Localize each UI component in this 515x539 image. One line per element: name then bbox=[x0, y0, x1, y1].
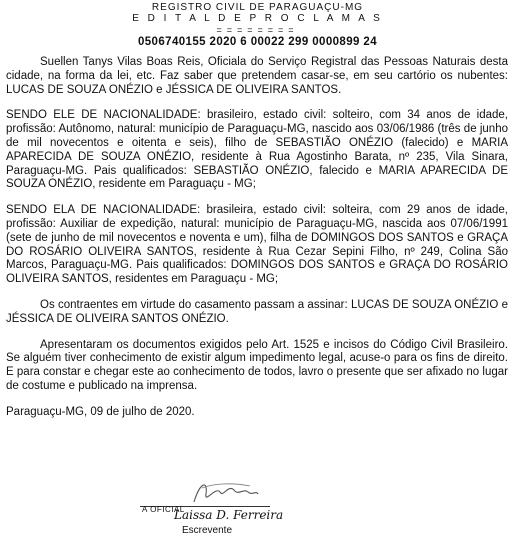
notice-body bbox=[6, 56, 508, 432]
handwritten-signature bbox=[190, 478, 260, 508]
signatory-name: Laissa D. Ferreira bbox=[174, 508, 284, 522]
signatory-role: Escrevente bbox=[182, 525, 233, 536]
bride-paragraph: SENDO ELA DE NACIONALIDADE: brasileira, estado civil: solteira, com 29 anos de idade, profissão: Auxiliar de expedição, natural: município de Paraguaçu-MG, nascida aos 07/06/1991 (sete de junho de mil novecentos e noventa e um), filha de DOMINGOS DOS SANTOS e GRAÇA DO ROSÁRIO OLIVEIRA SANTOS, residente à Rua Cezar Sepini Filho, nº 249, Colina São Marcos, Paraguaçu-MG. Pais qualificados: DOMINGOS DOS SANTOS e GRAÇA DO ROSÁRIO OLIVEIRA SANTOS, residentes em Paraguaçu - MG; bbox=[6, 204, 508, 286]
registry-name: REGISTRO CIVIL DE PARAGUAÇU-MG bbox=[151, 2, 364, 13]
signature-prefix: A OFICIAL bbox=[142, 505, 185, 514]
document-title: E D I T A L D E P R O C L A M A S bbox=[132, 13, 383, 24]
groom-paragraph: SENDO ELE DE NACIONALIDADE: brasileiro, estado civil: solteiro, com 34 anos de idade, profissão: Autônomo, natural: município de Paraguaçu-MG, nascido aos 03/06/1986 (três de junho de mil novecentos e oitenta e seis), filho de SEBASTIÃO ONÉZIO (falecido) e MARIA APARECIDA DE SOUZA ONÉZIO, residente à Rua Agostinho Barata, nº 235, Vila Sinara, Paraguaçu-MG. Pais qualificados: SEBASTIÃO ONÉZIO, falecido e MARIA APARECIDA DE SOUZA ONÉZIO, residente em Paraguaçu - MG; bbox=[6, 109, 508, 191]
place-date: Paraguaçu-MG, 09 de julho de 2020. bbox=[6, 405, 195, 418]
names-after-marriage-paragraph: Os contraentes em virtude do casamento passam a assinar: LUCAS DE SOUZA ONÉZIO e JÉSSICA DE OLIVEIRA SANTOS ONÉZIO. bbox=[6, 298, 508, 325]
registration-code: 0506740155 2020 6 00022 299 0000899 24 bbox=[137, 36, 378, 48]
signature-block bbox=[140, 488, 360, 538]
closing-paragraph: Apresentaram os documentos exigidos pelo Art. 1525 e incisos do Código Civil Brasileiro. Se alguém tiver conhecimento de existir algum impedimento legal, acuse-o para os fins de direito. E para constar e chegar este ao conhecimento de todos, lavro o presente que ser afixado no lugar de costume e publicado na imprensa. bbox=[6, 338, 508, 392]
title-underline: ======== bbox=[216, 25, 299, 35]
intro-paragraph: Suellen Tanys Vilas Boas Reis, Oficiala do Serviço Registral das Pessoas Naturais desta cidade, na forma da lei, etc. Faz saber que pretendem casar-se, em seu cartório os nubentes: LUCAS DE SOUZA ONÉZIO e JÉSSICA DE OLIVEIRA SANTOS. bbox=[6, 56, 508, 96]
